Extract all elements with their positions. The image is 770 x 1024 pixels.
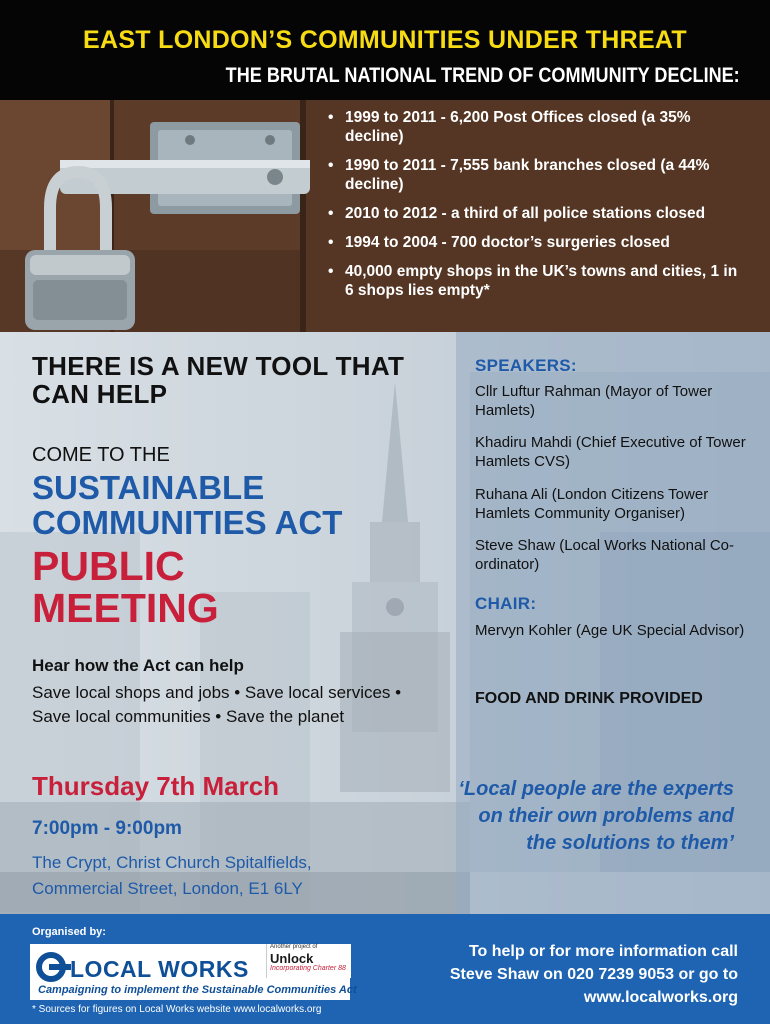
decline-stats-list	[328, 108, 748, 310]
hear-body: Save local shops and jobs • Save local services • Save local communities • Save the planet	[32, 683, 402, 726]
event-venue: The Crypt, Christ Church Spitalfields, Commercial Street, London, E1 6LY	[32, 853, 312, 898]
chair-name: Mervyn Kohler (Age UK Special Advisor)	[475, 622, 745, 639]
headline: EAST LONDON’S COMMUNITIES UNDER THREAT	[83, 26, 687, 54]
speaker-item: Khadiru Mahdi (Chief Executive of Tower Hamlets CVS)	[475, 434, 746, 470]
contact-info	[378, 940, 738, 1009]
food-notice: FOOD AND DRINK PROVIDED	[475, 690, 703, 707]
speaker-item: Steve Shaw (Local Works National Co-ordinator)	[475, 537, 734, 573]
subheadline: THE BRUTAL NATIONAL TREND OF COMMUNITY DECLINE:	[225, 64, 740, 87]
stat-item: • 1990 to 2011 - 7,555 bank branches closed (a 44% decline)	[328, 156, 748, 194]
stat-item: • 2010 to 2012 - a third of all police stations closed	[328, 204, 748, 223]
stat-item: • 1999 to 2011 - 6,200 Post Offices closed (a 35% decline)	[328, 108, 748, 146]
stat-item: • 40,000 empty shops in the UK’s towns and cities, 1 in 6 shops lies empty*	[328, 262, 748, 300]
speaker-item: Ruhana Ali (London Citizens Tower Hamlets Community Organiser)	[475, 486, 709, 522]
event-time: 7:00pm - 9:00pm	[32, 818, 182, 839]
stat-item: • 1994 to 2004 - 700 doctor’s surgeries closed	[328, 233, 748, 252]
unlock-logo-text: Unlock	[270, 951, 314, 966]
speaker-item: Cllr Luftur Rahman (Mayor of Tower Hamlets)	[475, 383, 713, 419]
contact-line: Steve Shaw on 020 7239 9053 or go to	[449, 966, 738, 983]
quote: ‘Local people are the experts on their own problems and the solutions to them’	[458, 778, 734, 854]
unlock-subtitle: Incorporating Charter 88	[270, 965, 346, 972]
local-works-logo-icon	[34, 952, 74, 982]
speakers-heading: SPEAKERS:	[475, 356, 577, 375]
chair-heading: CHAIR:	[475, 594, 537, 613]
hear-heading: Hear how the Act can help	[32, 656, 244, 675]
public-meeting-title: PUBLIC MEETING	[32, 543, 219, 631]
act-name: SUSTAINABLE COMMUNITIES ACT	[32, 469, 343, 541]
contact-website-link[interactable]: www.localworks.org	[583, 989, 738, 1006]
event-date: Thursday 7th March	[32, 771, 280, 801]
local-works-tagline: Campaigning to implement the Sustainable Communities Act	[38, 984, 357, 996]
sources-note: * Sources for figures on Local Works website www.localworks.org	[32, 1004, 322, 1015]
tool-heading: THERE IS A NEW TOOL THAT CAN HELP	[32, 351, 405, 409]
contact-line: To help or for more information call	[468, 943, 738, 960]
unlock-caption: Another project of	[270, 944, 318, 950]
organised-by-label: Organised by:	[32, 926, 106, 938]
come-to-label: COME TO THE	[32, 444, 170, 466]
local-works-logo-text: LOCAL WORKS	[70, 956, 249, 982]
